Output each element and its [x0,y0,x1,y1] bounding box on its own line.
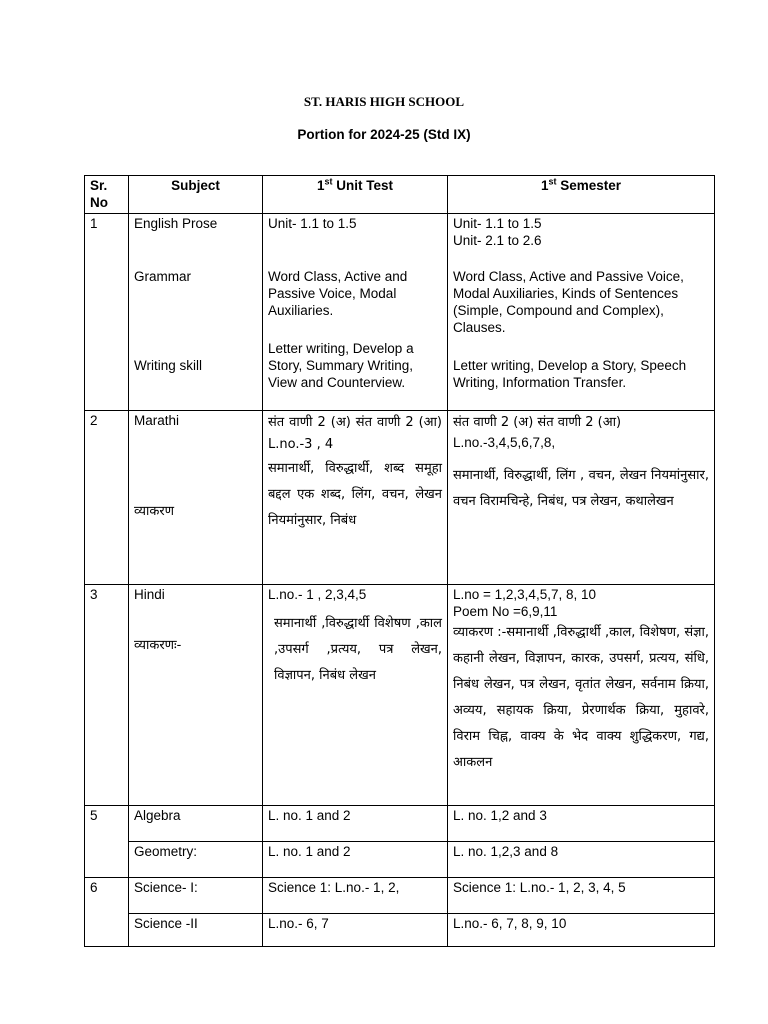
table-row-science-2 [85,914,715,947]
subject-english-prose: English Prose [134,216,218,231]
unit-test-cell [263,214,448,411]
header-semester: 1st Semester [448,176,715,214]
subject-cell [129,214,263,411]
science-2-sem: L.no.- 6, 7, 8, 9, 10 [448,914,715,947]
subject-science-2: Science -II [129,914,263,947]
hindi-unit-lessons: L.no.- 1 , 2,3,4,5 [268,587,367,602]
portion-title: Portion for 2024-25 (Std IX) [297,127,471,142]
table-row-hindi [85,585,715,806]
hindi-sem-grammar: व्याकरण :-समानार्थी ,विरुद्धार्थी ,काल, विशेषण, संज्ञा, कहानी लेखन, विज्ञापन, कारक, उपसर्ग, प्रत्यय, संधि, निबंध लेखन, पत्र लेखन, वृतांत लेखन, सर्वनाम क्रिया, अव्यय, सहायक क्रिया, प्रेरणार्थक क्रिया, मुहावरे, विराम चिह्न, वाक्य के भेद वाक्य शुद्धिकरण, गद्य, आकलन [453,625,709,770]
subject-marathi-grammar: व्याकरण [134,504,175,519]
english-grammar-unit: Word Class, Active and Passive Voice, Modal Auxiliaries. [268,269,408,318]
subject-algebra: Algebra [129,806,263,842]
hindi-unit-grammar: समानार्थी ,विरुद्धार्थी विशेषण ,काल ,उपसर्ग ,प्रत्यय, पत्र लेखन, विज्ञापन, निबंध लेखन [274,616,442,683]
subject-cell [129,585,263,806]
table-header-row [85,176,715,214]
subject-hindi: Hindi [134,587,165,602]
marathi-sem-grammar: समानार्थी, विरुद्धार्थी, लिंग , वचन, लेखन नियमांनुसार, वचन विरामचिन्हे, निबंध, पत्र लेखन, कथालेखन [453,468,709,509]
science-1-sem: Science 1: L.no.- 1, 2, 3, 4, 5 [448,878,715,914]
marathi-sem-lesson-numbers: L.no.-3,4,5,6,7,8, [453,435,556,450]
subject-marathi: Marathi [134,413,180,428]
table-row-english [85,214,715,411]
sr-cell: 5 [85,806,129,878]
geometry-sem: L. no. 1,2,3 and 8 [448,842,715,878]
english-prose-unit: Unit- 1.1 to 1.5 [268,216,357,231]
unit-test-cell [263,585,448,806]
sr-cell: 2 [85,411,129,585]
school-name: ST. HARIS HIGH SCHOOL [303,94,465,109]
subject-grammar: Grammar [134,269,191,284]
hindi-sem-lessons: L.no = 1,2,3,4,5,7, 8, 10 [453,587,596,602]
subject-cell [129,411,263,585]
table-row-science-1 [85,878,715,914]
english-writing-sem: Letter writing, Develop a Story, Speech Writing, Information Transfer. [453,358,687,390]
sr-cell: 1 [85,214,129,411]
subject-geometry: Geometry: [129,842,263,878]
algebra-unit: L. no. 1 and 2 [263,806,448,842]
marathi-unit-grammar: समानार्थी, विरुद्धार्थी, शब्द समूहा बद्दल एक शब्द, लिंग, वचन, लेखन नियमांनुसार, निबंध [268,461,442,528]
portion-table [84,175,715,947]
semester-cell [448,214,715,411]
english-grammar-sem: Word Class, Active and Passive Voice, Modal Auxiliaries, Kinds of Sentences (Simple, Compound and Complex), Clauses. [453,269,684,335]
subject-writing-skill: Writing skill [134,358,203,373]
english-prose-sem: Unit- 1.1 to 1.5 Unit- 2.1 to 2.6 [453,216,542,248]
header-sr-no: Sr. No [85,176,129,214]
semester-cell [448,411,715,585]
science-2-unit: L.no.- 6, 7 [263,914,448,947]
header-subject: Subject [129,176,263,214]
table-row-algebra [85,806,715,842]
marathi-unit-lessons: संत वाणी 2 (अ) संत वाणी 2 (आ) L.no.-3 , 4 [268,415,442,452]
subject-science-1: Science- I: [129,878,263,914]
english-writing-unit: Letter writing, Develop a Story, Summary Writing, View and Counterview. [268,341,414,390]
subject-hindi-grammar: व्याकरणः- [134,638,182,653]
geometry-unit: L. no. 1 and 2 [263,842,448,878]
marathi-sem-lessons: संत वाणी 2 (अ) संत वाणी 2 (आ) [453,415,622,430]
semester-cell [448,585,715,806]
sr-cell: 6 [85,878,129,947]
table-row-geometry [85,842,715,878]
table-row-marathi [85,411,715,585]
algebra-sem: L. no. 1,2 and 3 [448,806,715,842]
unit-test-cell [263,411,448,585]
sr-cell: 3 [85,585,129,806]
header-unit-test: 1st Unit Test [263,176,448,214]
hindi-sem-poems: Poem No =6,9,11 [453,604,558,619]
science-1-unit: Science 1: L.no.- 1, 2, [263,878,448,914]
